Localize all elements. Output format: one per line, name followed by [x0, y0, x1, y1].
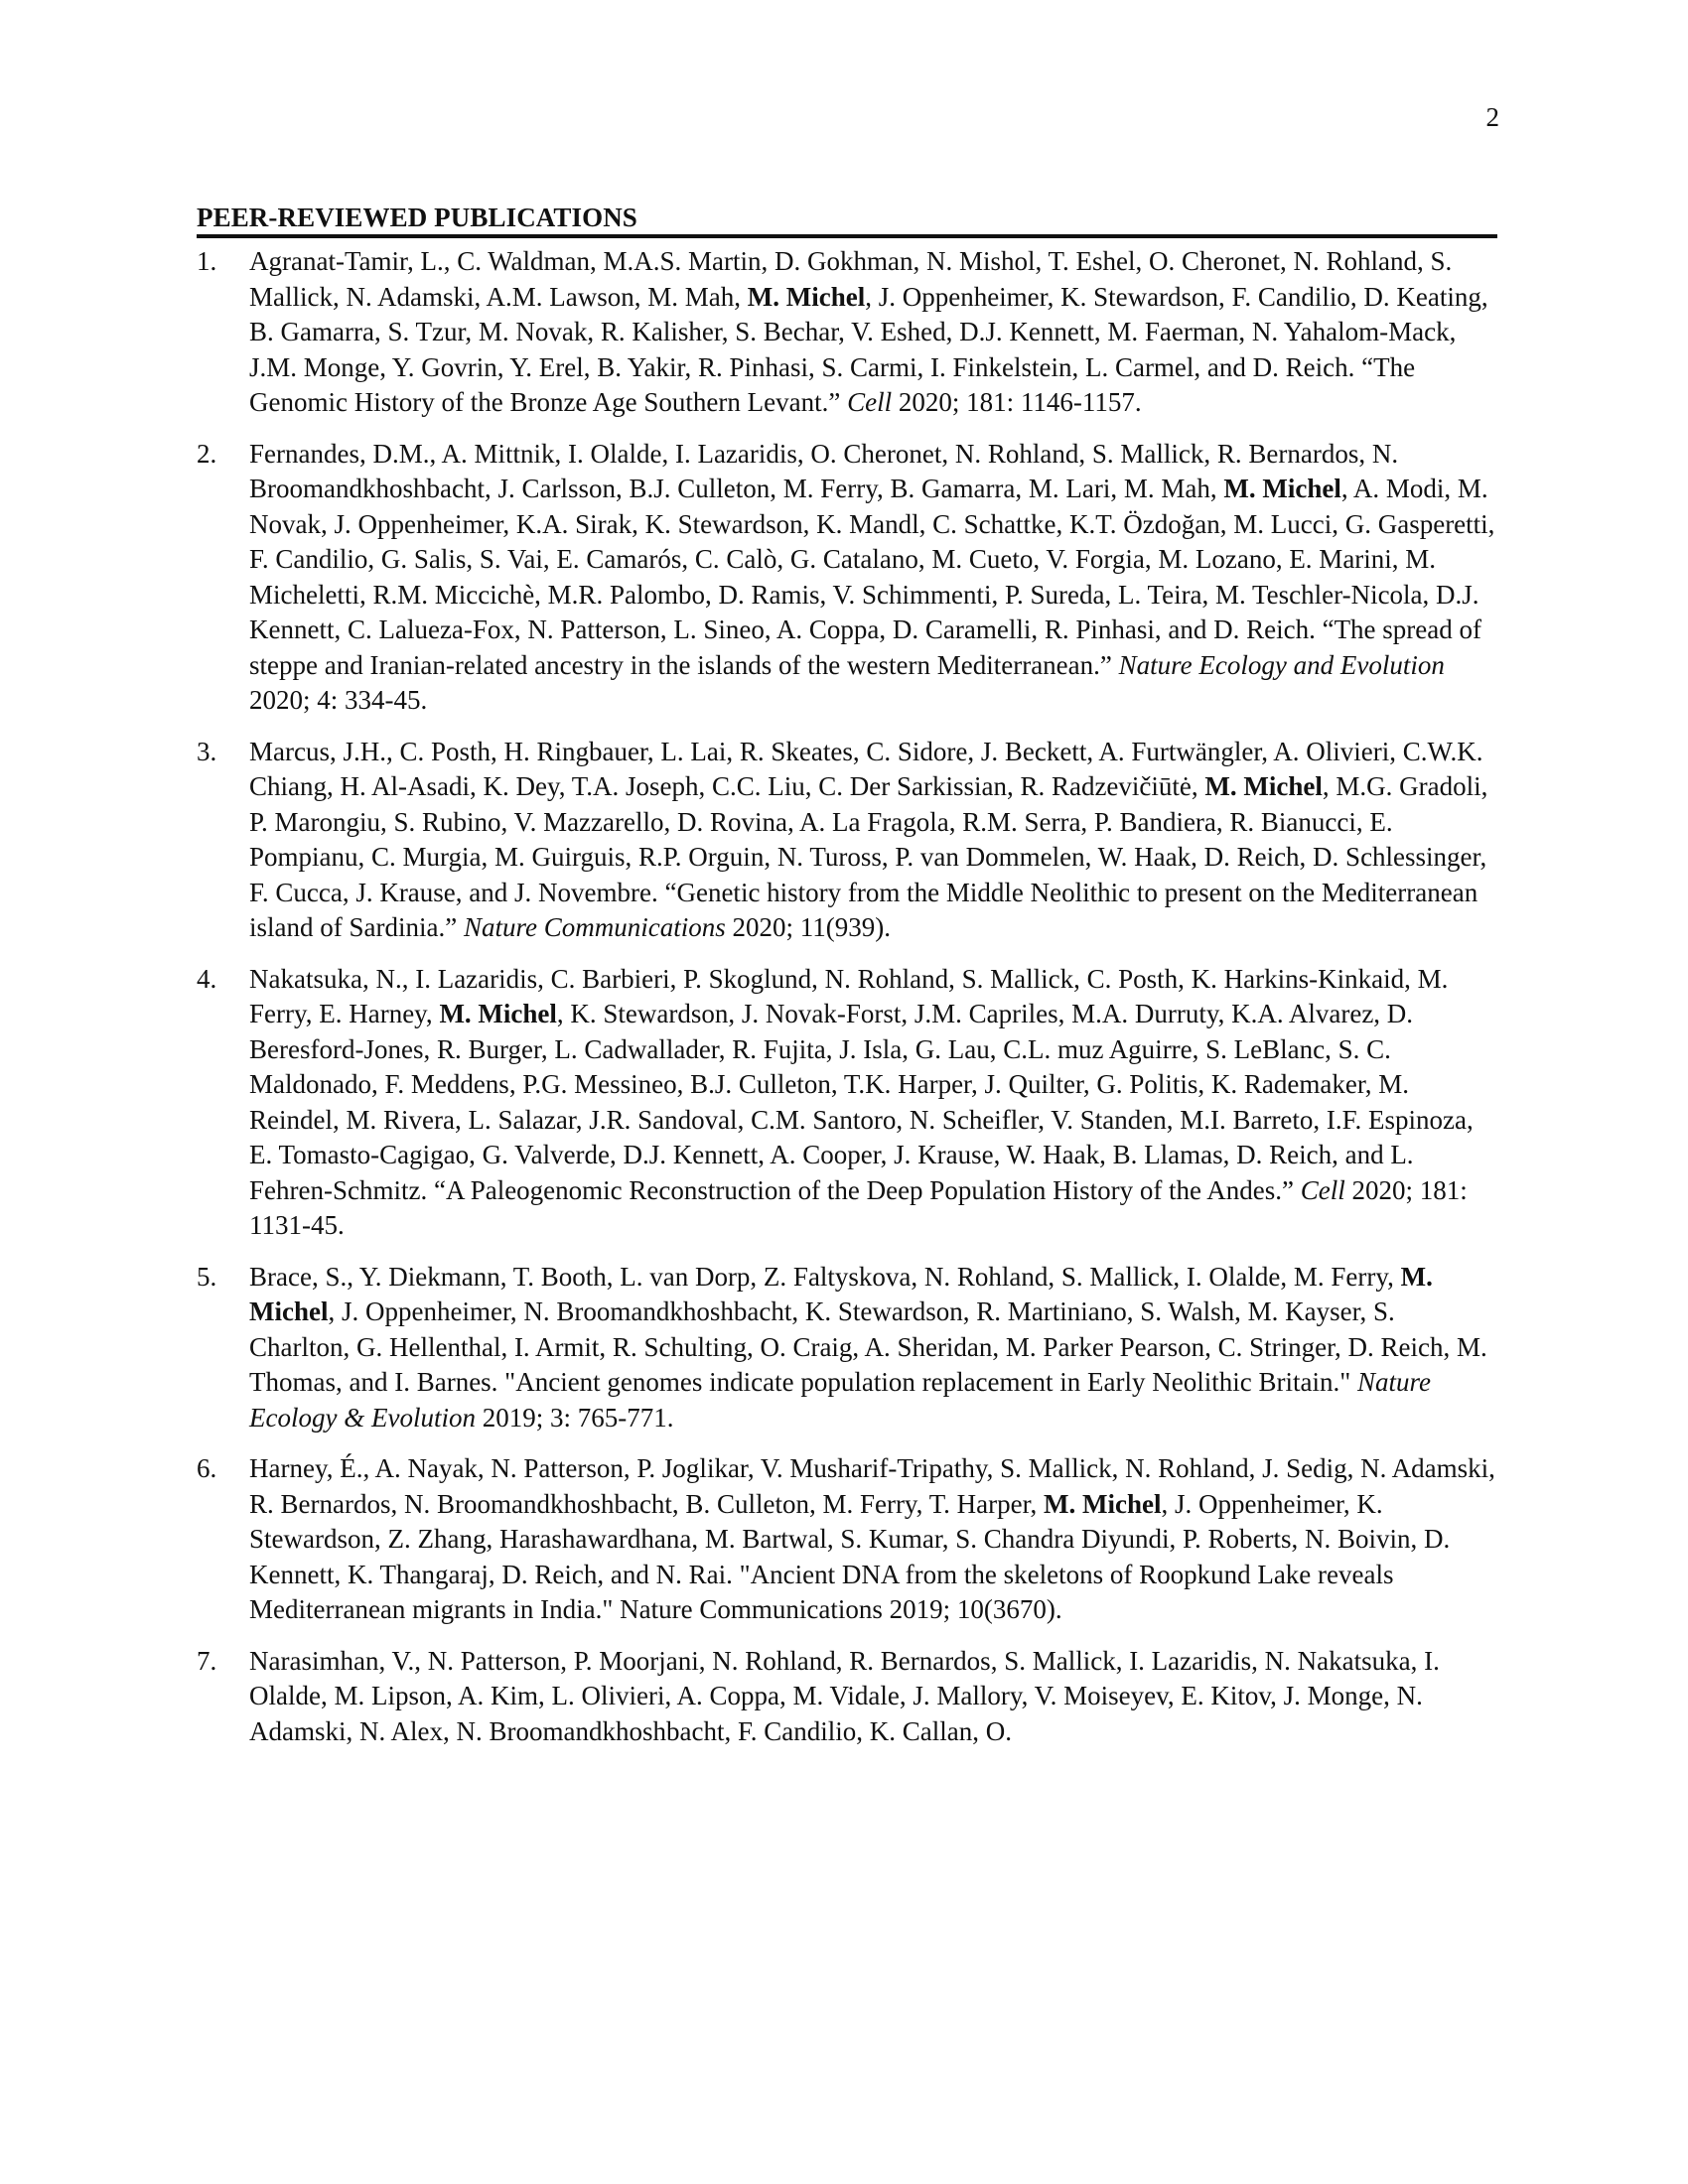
- publication-list: [197, 244, 1499, 1765]
- heading-rule: [197, 234, 1497, 238]
- highlighted-author: M. Michel: [249, 1261, 1433, 1326]
- publication-authors: Nakatsuka, N., I. Lazaridis, C. Barbieri, P. Skoglund, N. Rohland, S. Mallick, C. Posth, K. Harkins-Kinkaid, M. Ferry, E. Harney,: [249, 963, 1449, 1028]
- publication-citation: [249, 1646, 1440, 1746]
- publication-citation: [249, 439, 1494, 716]
- highlighted-author: M. Michel: [1223, 474, 1341, 503]
- publication-volume: 2020; 181: 1131-45.: [249, 1174, 1468, 1240]
- publication-authors-title: , M.G. Gradoli, P. Marongiu, S. Rubino, V. Mazzarello, D. Rovina, A. La Fragola, R.M. Serra, P. Bandiera, R. Bianucci, E. Pompianu, C. Murgia, M. Guirguis, R.P. Orguin, N. Tuross, P. van Dommelen, W. Haak, D. Reich, D. Schlessinger, F. Cucca, J. Krause, and J. Novembre. “Genetic history from the Middle Neolithic to present on the Mediterranean island of Sardinia.”: [249, 771, 1488, 942]
- publication-journal: Nature Communications: [463, 912, 726, 942]
- publication-citation: [249, 246, 1488, 417]
- publication-journal: Cell: [847, 387, 893, 417]
- publication-volume: 2019; 3: 765-771.: [475, 1402, 674, 1433]
- publication-volume: 2020; 181: 1146-1157.: [892, 387, 1142, 417]
- publication-item: [197, 244, 1499, 421]
- publication-item: [197, 735, 1499, 946]
- publication-number: 2.: [197, 438, 217, 469]
- publication-number: 1.: [197, 246, 217, 276]
- publication-item: [197, 962, 1499, 1244]
- publication-volume: 2020; 4: 334-45.: [249, 685, 428, 715]
- publication-authors-title: , J. Oppenheimer, N. Broomandkhoshbacht, K. Stewardson, R. Martiniano, S. Walsh, M. Kayser, S. Charlton, G. Hellenthal, I. Armit, R. Schulting, O. Craig, A. Sheridan, M. Parker Pearson, C. Stringer, D. Reich, M. Thomas, and I. Barnes. "Ancient genomes indicate population replacement in Early Neolithic Britain.": [249, 1297, 1487, 1397]
- publication-number: 3.: [197, 736, 217, 766]
- publication-authors-title: , J. Oppenheimer, K. Stewardson, Z. Zhang, Harashawardhana, M. Bartwal, S. Kumar, S. Chandra Diyundi, P. Roberts, N. Boivin, D. Kennett, K. Thangaraj, D. Reich, and N. Rai. "Ancient DNA from the skeletons of Roopkund Lake reveals Mediterranean migrants in India." Nature Communications 2019; 10(3670).: [249, 1488, 1451, 1624]
- publication-item: [197, 437, 1499, 719]
- page-number: 2: [1485, 102, 1499, 132]
- publication-authors: Fernandes, D.M., A. Mittnik, I. Olalde, I. Lazaridis, O. Cheronet, N. Rohland, S. Mallick, R. Bernardos, N. Broomandkhoshbacht, J. Carlsson, B.J. Culleton, M. Ferry, B. Gamarra, M. Lari, M. Mah,: [249, 438, 1399, 503]
- publication-number: 5.: [197, 1261, 217, 1292]
- publication-citation: [249, 737, 1487, 943]
- publication-authors: Agranat-Tamir, L., C. Waldman, M.A.S. Martin, D. Gokhman, N. Mishol, T. Eshel, O. Cheronet, N. Rohland, S. Mallick, N. Adamski, A.M. Lawson, M. Mah,: [249, 246, 1453, 312]
- publication-journal: Nature Ecology and Evolution: [1118, 649, 1445, 680]
- highlighted-author: M. Michel: [1204, 771, 1323, 801]
- publication-number: 6.: [197, 1453, 217, 1483]
- publication-item: [197, 1451, 1499, 1628]
- publication-authors-title: , J. Oppenheimer, K. Stewardson, F. Candilio, D. Keating, B. Gamarra, S. Tzur, M. Novak, R. Kalisher, S. Bechar, V. Eshed, D.J. Kennett, M. Faerman, N. Yahalom-Mack, J.M. Monge, Y. Govrin, Y. Erel, B. Yakir, R. Pinhasi, S. Carmi, I. Finkelstein, L. Carmel, and D. Reich. “The Genomic History of the Bronze Age Southern Levant.”: [249, 281, 1488, 417]
- section-heading: PEER-REVIEWED PUBLICATIONS: [197, 203, 637, 232]
- publication-citation: [249, 964, 1474, 1241]
- publication-authors: Marcus, J.H., C. Posth, H. Ringbauer, L. Lai, R. Skeates, C. Sidore, J. Beckett, A. Furtwängler, A. Olivieri, C.W.K. Chiang, H. Al-Asadi, K. Dey, T.A. Joseph, C.C. Liu, C. Der Sarkissian, R. Radzevičiūtė,: [249, 736, 1483, 801]
- publication-volume: 2020; 11(939).: [725, 912, 891, 942]
- publication-number: 7.: [197, 1645, 217, 1676]
- publication-journal: Cell: [1300, 1174, 1345, 1205]
- highlighted-author: M. Michel: [439, 999, 557, 1028]
- publication-authors: Narasimhan, V., N. Patterson, P. Moorjani, N. Rohland, R. Bernardos, S. Mallick, I. Lazaridis, N. Nakatsuka, I. Olalde, M. Lipson, A. Kim, L. Olivieri, A. Coppa, M. Vidale, J. Mallory, V. Moiseyev, E. Kitov, J. Monge, N. Adamski, N. Alex, N. Broomandkhoshbacht, F. Candilio, K. Callan, O.: [249, 1645, 1440, 1746]
- publication-item: [197, 1644, 1499, 1750]
- publication-authors: Harney, É., A. Nayak, N. Patterson, P. Joglikar, V. Musharif-Tripathy, S. Mallick, N. Rohland, J. Sedig, N. Adamski, R. Bernardos, N. Broomandkhoshbacht, B. Culleton, M. Ferry, T. Harper,: [249, 1453, 1495, 1519]
- publication-citation: [249, 1262, 1487, 1433]
- publication-journal: Nature Ecology & Evolution: [249, 1367, 1431, 1433]
- publication-authors-title: , A. Modi, M. Novak, J. Oppenheimer, K.A. Sirak, K. Stewardson, K. Mandl, C. Schattke, K.T. Özdoğan, M. Lucci, G. Gasperetti, F. Candilio, G. Salis, S. Vai, E. Camarós, C. Calò, G. Catalano, M. Cueto, V. Forgia, M. Lozano, E. Marini, M. Micheletti, R.M. Miccichè, M.R. Palombo, D. Ramis, V. Schimmenti, P. Sureda, L. Teira, M. Teschler-Nicola, D.J. Kennett, C. Lalueza-Fox, N. Patterson, L. Sineo, A. Coppa, D. Caramelli, R. Pinhasi, and D. Reich. “The spread of steppe and Iranian-related ancestry in the islands of the western Mediterranean.”: [249, 474, 1495, 680]
- highlighted-author: M. Michel: [747, 281, 866, 312]
- highlighted-author: M. Michel: [1044, 1488, 1162, 1519]
- publication-citation: [249, 1453, 1495, 1624]
- publication-authors: Brace, S., Y. Diekmann, T. Booth, L. van Dorp, Z. Faltyskova, N. Rohland, S. Mallick, I. Olalde, M. Ferry,: [249, 1261, 1401, 1292]
- publication-authors-title: , K. Stewardson, J. Novak-Forst, J.M. Capriles, M.A. Durruty, K.A. Alvarez, D. Beresford-Jones, R. Burger, L. Cadwallader, R. Fujita, J. Isla, G. Lau, C.L. muz Aguirre, S. LeBlanc, S. C. Maldonado, F. Meddens, P.G. Messineo, B.J. Culleton, T.K. Harper, J. Quilter, G. Politis, K. Rademaker, M. Reindel, M. Rivera, L. Salazar, J.R. Sandoval, C.M. Santoro, N. Scheifler, V. Standen, M.I. Barreto, I.F. Espinoza, E. Tomasto-Cagigao, G. Valverde, D.J. Kennett, A. Cooper, J. Krause, W. Haak, B. Llamas, D. Reich, and L. Fehren-Schmitz. “A Paleogenomic Reconstruction of the Deep Population History of the Andes.”: [249, 999, 1474, 1205]
- publication-item: [197, 1260, 1499, 1436]
- publication-number: 4.: [197, 963, 217, 994]
